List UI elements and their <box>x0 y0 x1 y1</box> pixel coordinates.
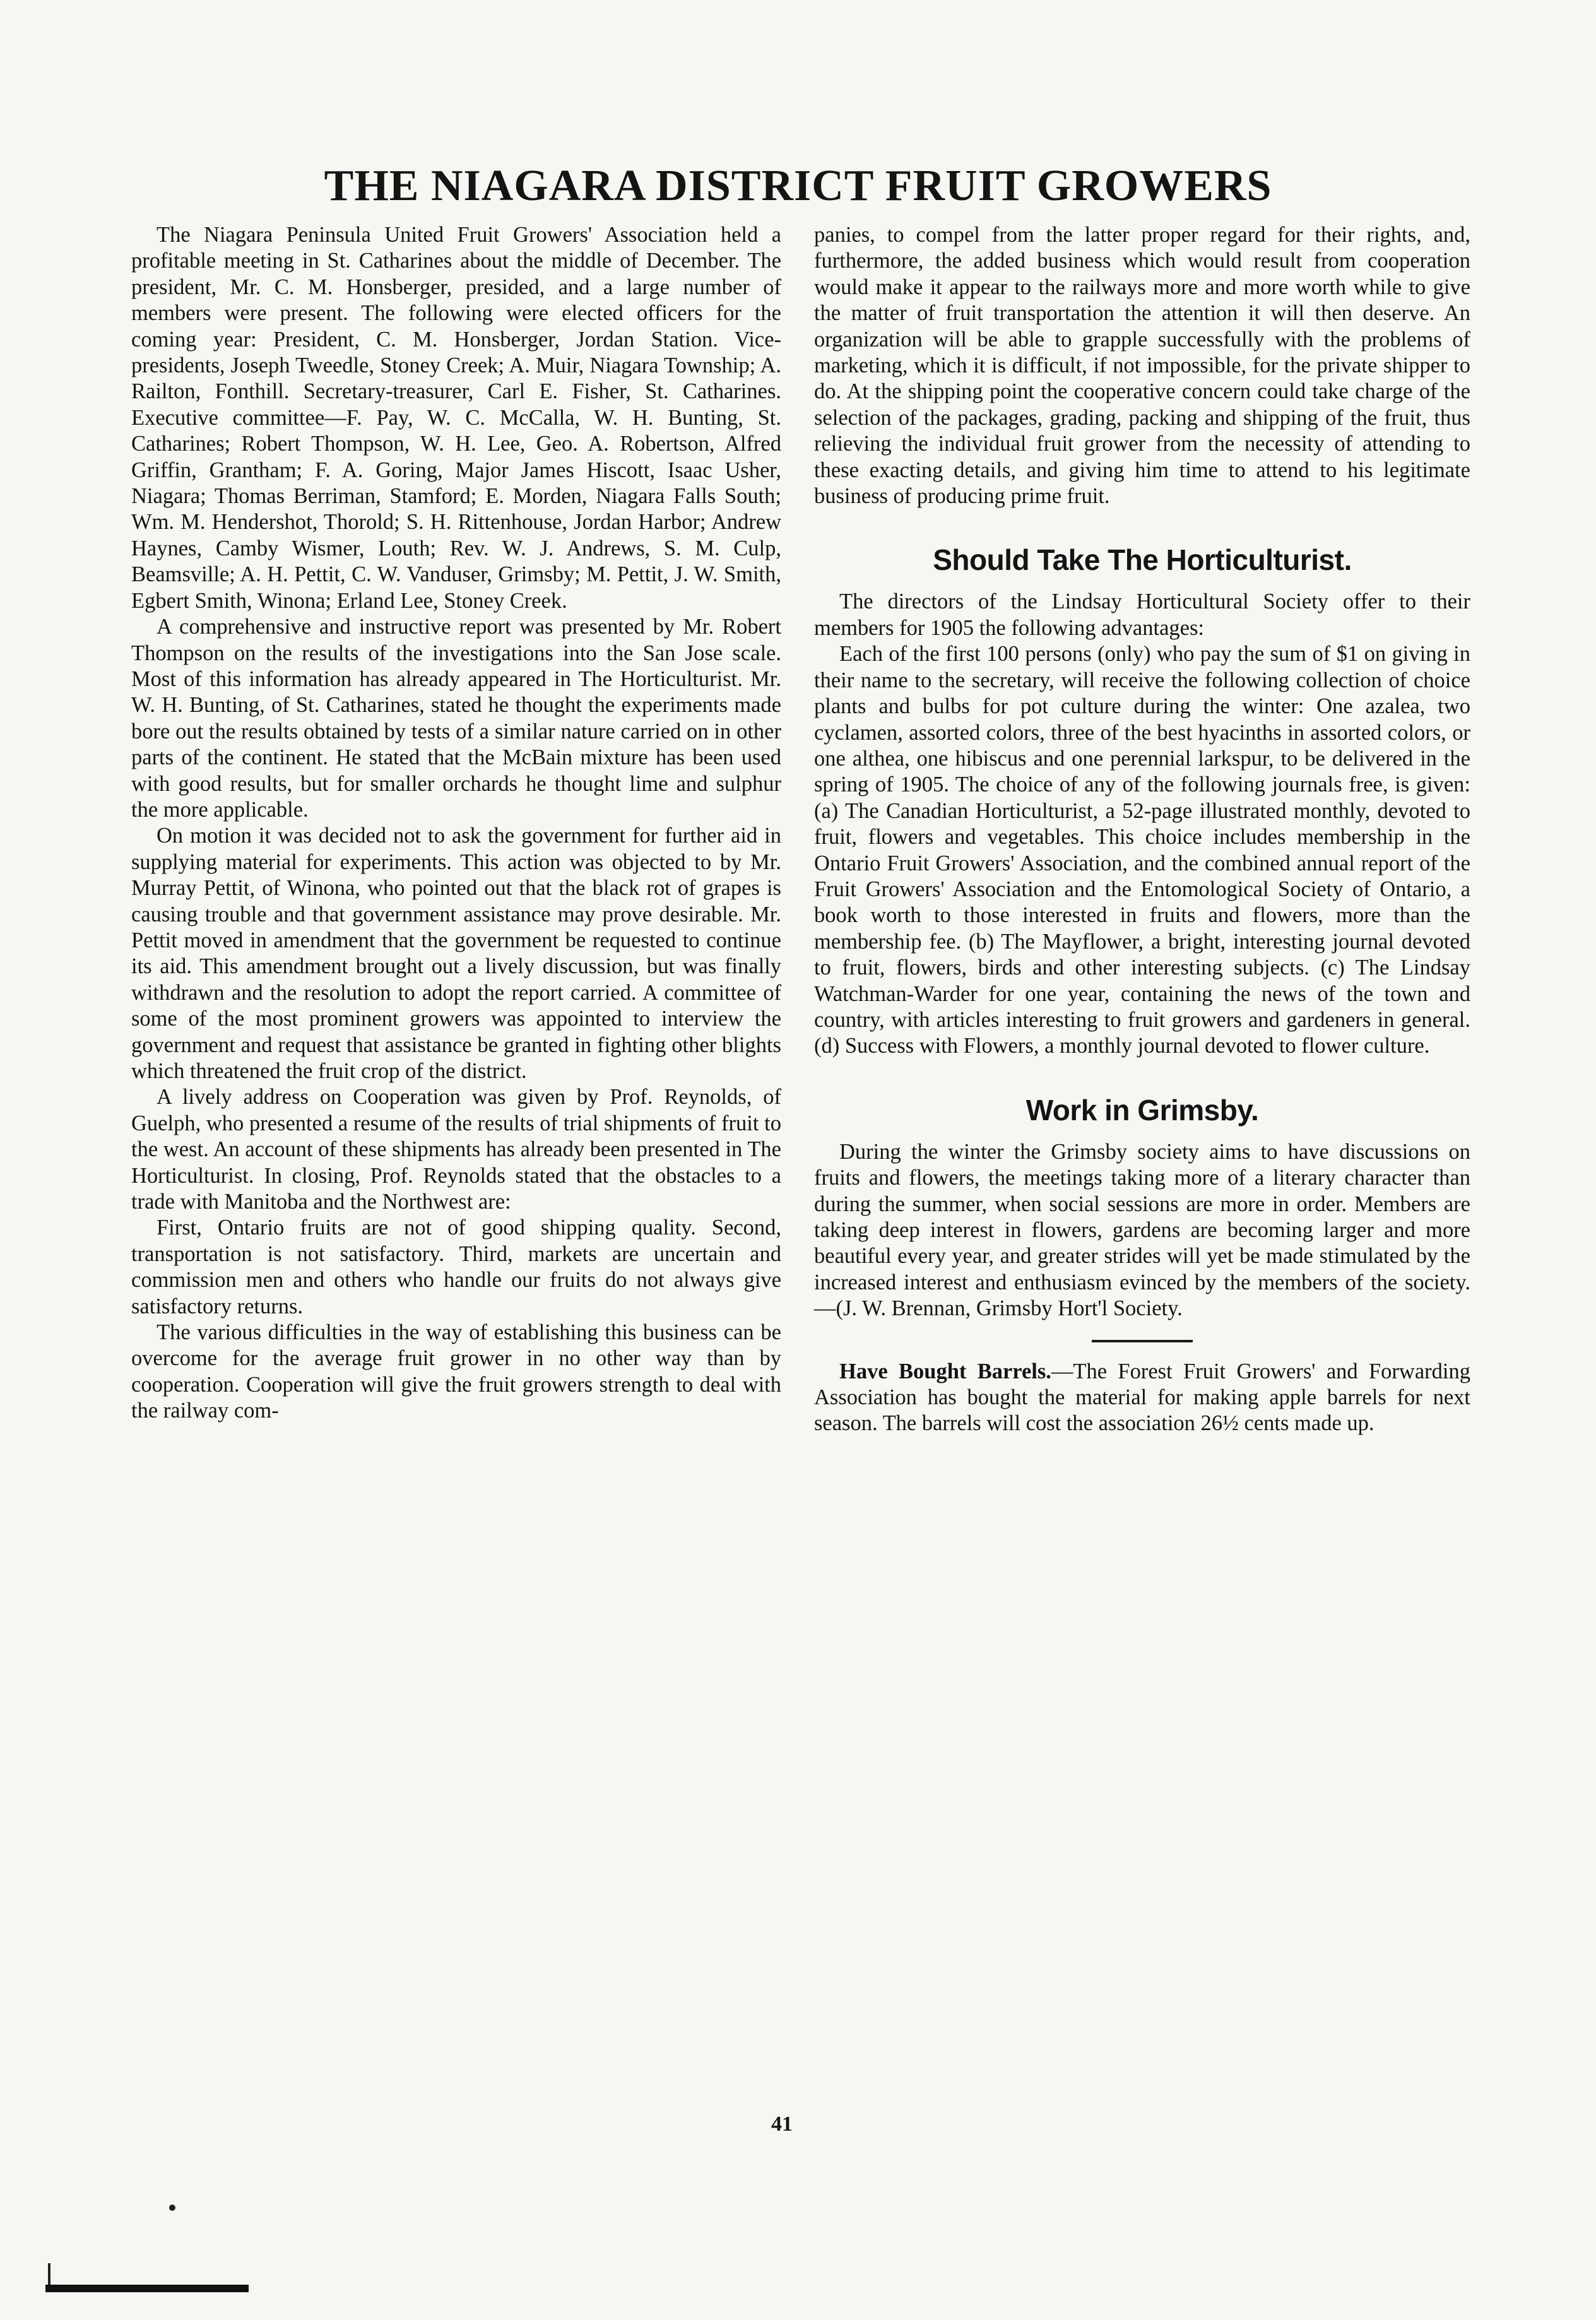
barrels-text: —The Forest Fruit Growers' and Forwarding Association has bought the material for making apple barrels for next season. The barrels will cost the association 26½ cents made up. <box>814 1359 1470 1436</box>
article-paragraph: Each of the first 100 persons (only) who pay the sum of $1 on giving in their name to the secretary, will receive the following collection of choice plants and bulbs for pot culture during the winter: One azalea, two cyclamen, assorted colors, three of the best hyacinths in assorted colors, or one althea, one hibiscus and one perennial larkspur, to be delivered in the spring of 1905. The choice of any of the following journals free, is given: (a) The Canadian Horticulturist, a 52-page illustrated monthly, devoted to fruit, flowers and vegetables. This choice includes membership in the Ontario Fruit Growers' Association, and the combined annual report of the Fruit Growers' Association and the Entomological Society of Ontario, a book worth to those interested in fruits and flowers, more than the membership fee. (b) The Mayflower, a bright, interesting journal devoted to fruit, flowers, birds and other interesting subjects. (c) The Lindsay Watchman-Warder for one year, containing the news of the town and country, with articles interesting to fruit growers and gardeners in general. (d) Success with Flowers, a monthly journal devoted to flower culture. <box>814 642 1470 1058</box>
section-divider <box>1092 1340 1193 1342</box>
scan-mark-tick <box>48 2263 50 2287</box>
article-paragraph: panies, to compel from the latter proper regard for their rights, and, furthermore, the added business which would result from cooperation would make it appear to the railways more and more worth while to give the matter of fruit transportation the attention it will then deserve. An organization will be able to grapple successfully with the problems of marketing, which it is difficult, if not impossible, for the private shipper to do. At the shipping point the cooperative concern could take charge of the selection of the packages, grading, packing and shipping of the fruit, thus relieving the individual fruit grower from the necessity of attending to these exacting details, and giving him time to attend to his legitimate business of producing prime fruit. <box>814 223 1470 509</box>
section-heading-grimsby: Work in Grimsby. <box>1026 1093 1259 1127</box>
scan-mark-dot <box>169 2205 175 2211</box>
article-paragraph: During the winter the Grimsby society aims to have discussions on fruits and flowers, the meetings taking more of a literary character than during the summer, when social sessions are more in order. Members are taking deep interest in flowers, gardens are becoming larger and more beautiful every year, and greater strides will yet be made stimulated by the increased interest and enthusiasm evinced by the members of the society.—(J. W. Brennan, Grimsby Hort'l Society. <box>814 1139 1470 1321</box>
left-column <box>131 222 781 1424</box>
page-number: 41 <box>771 2112 793 2136</box>
article-paragraph: The various difficulties in the way of establishing this business can be overcome for the average fruit grower in no other way than by cooperation. Cooperation will give the fruit growers strength to deal with the railway com- <box>131 1320 781 1423</box>
article-paragraph: A lively address on Cooperation was given by Prof. Reynolds, of Guelph, who presented a resume of the results of trial shipments of fruit to the west. An account of these shipments has already been presented in The Horticulturist. In closing, Prof. Reynolds stated that the obstacles to a trade with Manitoba and the Northwest are: <box>131 1085 781 1214</box>
article-paragraph: First, Ontario fruits are not of good shipping quality. Second, transportation is not satisfactory. Third, markets are uncertain and commission men and others who handle our fruits do not always give satisfactory returns. <box>131 1216 781 1318</box>
page-title: THE NIAGARA DISTRICT FRUIT GROWERS <box>324 162 1272 210</box>
barrels-lead: Have Bought Barrels. <box>839 1359 1051 1383</box>
section-heading-horticulturist: Should Take The Horticulturist. <box>933 543 1352 577</box>
barrels-paragraph <box>814 1359 1470 1437</box>
scan-mark-bar <box>45 2285 249 2292</box>
article-paragraph: A comprehensive and instructive report was presented by Mr. Robert Thompson on the results of the investigations into the San Jose scale. Most of this information has already appeared in The Horticulturist. Mr. W. H. Bunting, of St. Catharines, stated he thought the experiments made bore out the results obtained by tests of a similar nature carried on in other parts of the continent. He stated that the McBain mixture has been used with good results, but for smaller orchards he thought lime and sulphur the more applicable. <box>131 615 781 822</box>
article-paragraph: The Niagara Peninsula United Fruit Growers' Association held a profitable meeting in St. Catharines about the middle of December. The president, Mr. C. M. Honsberger, presided, and a large number of members were present. The following were elected officers for the coming year: President, C. M. Honsberger, Jordan Station. Vice-presidents, Joseph Tweedle, Stoney Creek; A. Muir, Niagara Township; A. Railton, Fonthill. Secretary-treasurer, Carl E. Fisher, St. Catharines. Executive committee—F. Pay, W. C. McCalla, W. H. Bunting, St. Catharines; Robert Thompson, W. H. Lee, Geo. A. Robertson, Alfred Griffin, Grantham; F. A. Goring, Major James Hiscott, Isaac Usher, Niagara; Thomas Berriman, Stamford; E. Morden, Niagara Falls South; Wm. M. Hendershot, Thorold; S. H. Rittenhouse, Jordan Harbor; Andrew Haynes, Camby Wismer, Louth; Rev. W. J. Andrews, S. M. Culp, Beamsville; A. H. Pettit, C. W. Vanduser, Grimsby; M. Pettit, J. W. Smith, Egbert Smith, Winona; Erland Lee, Stoney Creek. <box>131 223 781 613</box>
article-paragraph: The directors of the Lindsay Horticultural Society offer to their members for 1905 the following advantages: <box>814 589 1470 640</box>
right-column <box>814 222 1470 1437</box>
article-paragraph: On motion it was decided not to ask the government for further aid in supplying material for experiments. This action was objected to by Mr. Murray Pettit, of Winona, who pointed out that the black rot of grapes is causing trouble and that government assistance may prove desirable. Mr. Pettit moved in amendment that the government be requested to continue its aid. This amendment brought out a lively discussion, but was finally withdrawn and the resolution to adopt the report carried. A committee of some of the most prominent growers was appointed to interview the government and request that assistance be granted in fighting other blights which threatened the fruit crop of the district. <box>131 824 781 1083</box>
